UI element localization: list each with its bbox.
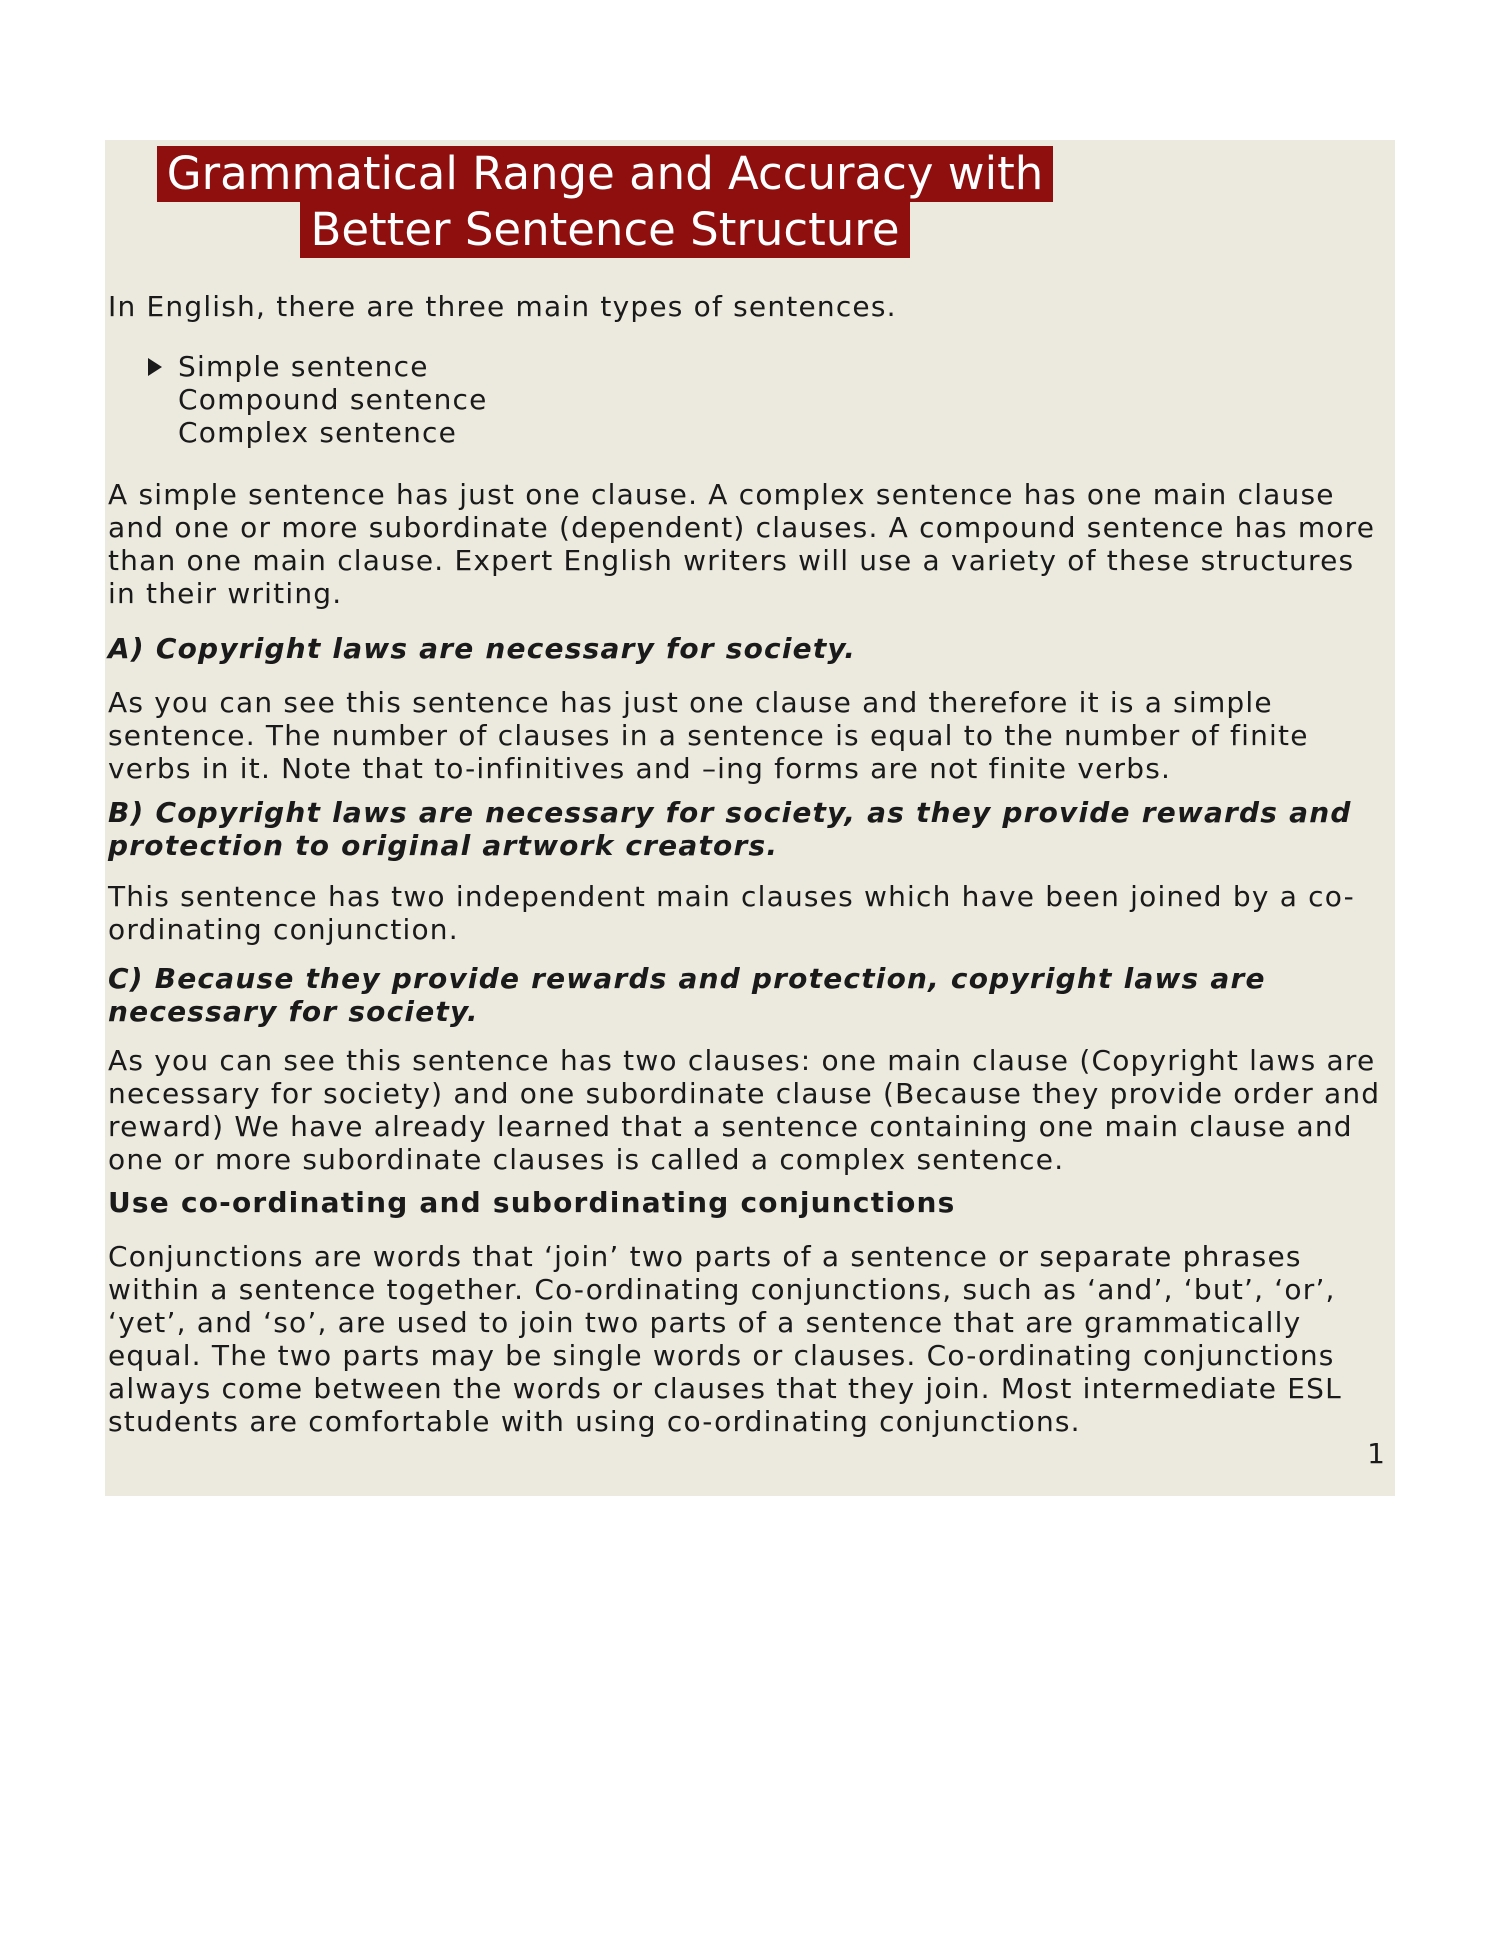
list-item-compound-row [108, 383, 1392, 416]
title-line-1-row [0, 146, 1250, 202]
example-a-paragraph: As you can see this sentence has just one clause and therefore it is a simple sentence. The number of clauses in a sentence is equal to the number of finite verbs in it. Note that to-infinitives and –ing forms are not finite verbs. [108, 686, 1309, 785]
list-item-simple-row [108, 350, 1392, 383]
title-line-2-row [0, 202, 1250, 258]
page-number: 1 [1367, 1437, 1385, 1470]
list-item-complex-row [108, 416, 1392, 449]
document-title [0, 146, 1250, 258]
sentence-type-list [108, 350, 1392, 449]
example-c-paragraph: As you can see this sentence has two clauses: one main clause (Copyright laws are necessary for society) and one subordinate clause (Because they provide order and reward) We have already learned that a sentence containing one main clause and one or more subordinate clauses is called a complex sentence. [108, 1044, 1381, 1176]
list-item-compound: Compound sentence [178, 383, 488, 416]
document-page [105, 140, 1395, 1496]
list-item-complex: Complex sentence [178, 416, 458, 449]
example-b-heading: B) Copyright laws are necessary for society, as they provide rewards and protection to original artwork creators. [108, 796, 1352, 862]
list-item-simple: Simple sentence [178, 350, 429, 383]
title-line-1: Grammatical Range and Accuracy with [157, 146, 1054, 202]
example-c-heading: C) Because they provide rewards and protection, copyright laws are necessary for society. [108, 962, 1266, 1028]
example-b-paragraph: This sentence has two independent main clauses which have been joined by a co-ordinating conjunction. [108, 880, 1355, 946]
conjunctions-paragraph: Conjunctions are words that ‘join’ two parts of a sentence or separate phrases within a sentence together. Co-ordinating conjunctions, such as ‘and’, ‘but’, ‘or’, ‘yet’, and ‘so’, are used to join two parts of a sentence that are grammatically equal. The two parts may be single words or clauses. Co-ordinating conjunctions always come between the words or clauses that they join. Most intermediate ESL students are comfortable with using co-ordinating conjunctions. [108, 1240, 1342, 1438]
arrowhead-bullet-icon [148, 358, 162, 376]
conjunctions-heading: Use co-ordinating and subordinating conjunctions [108, 1186, 956, 1219]
overview-paragraph: A simple sentence has just one clause. A complex sentence has one main clause and one or more subordinate (dependent) clauses. A compound sentence has more than one main clause. Expert English writers will use a variety of these structures in their writing. [108, 478, 1376, 610]
example-a-heading: A) Copyright laws are necessary for society. [108, 632, 857, 665]
title-line-2: Better Sentence Structure [300, 202, 909, 258]
intro-paragraph: In English, there are three main types of sentences. [108, 290, 897, 323]
